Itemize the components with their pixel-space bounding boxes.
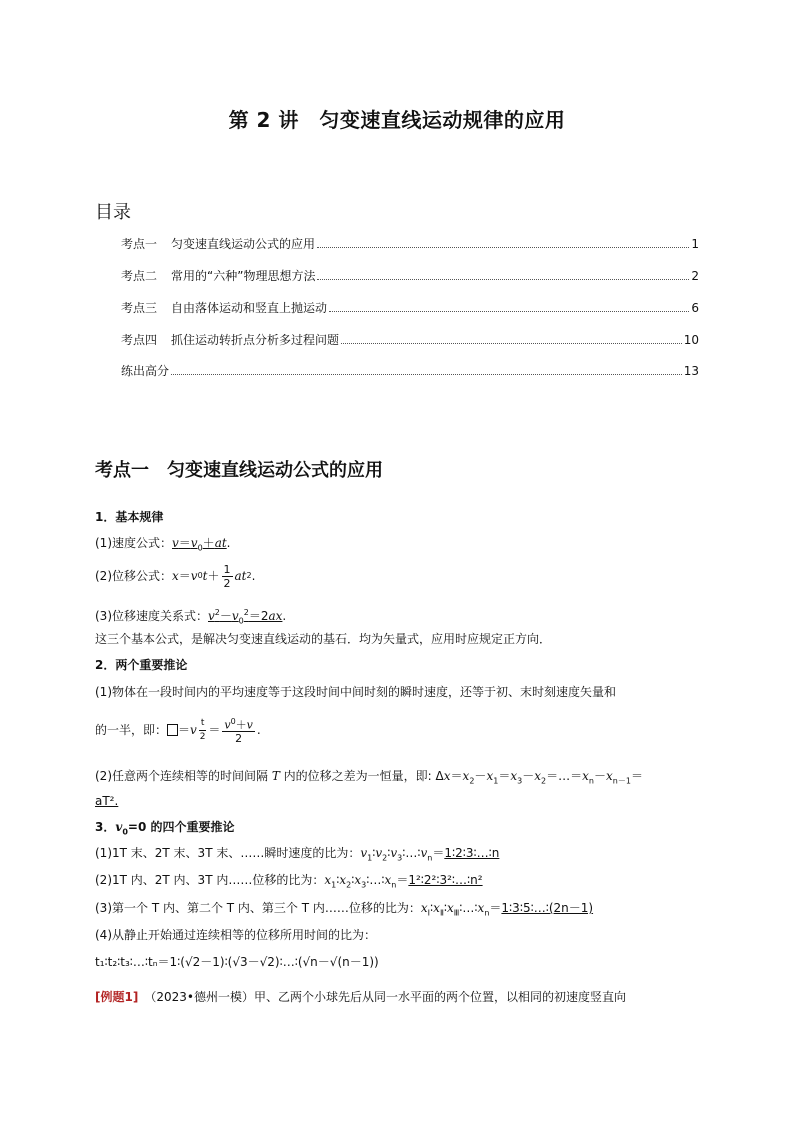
toc-item-num: 考点三 [121, 301, 158, 315]
toc-item-1[interactable] [121, 235, 699, 253]
toc-item-label: 匀变速直线运动公式的应用 [171, 237, 316, 251]
toc-item-3[interactable] [121, 299, 699, 317]
velocity-displacement-formula: (3)位移速度关系式：$v^2-v_0^2=2ax$. [95, 608, 287, 626]
basic-note: 这三个基本公式，是解决匀变速直线运动的基石．均为矢量式，应用时应规定正方向． [95, 632, 552, 646]
toc-item-label: 抓住运动转折点分析多过程问题 [171, 333, 340, 347]
v0-item-4: (4)从静止开始通过连续相等的位移所用时间的比为： [95, 928, 377, 942]
section-label: 匀变速直线运动公式的应用 [167, 460, 383, 481]
toc-heading: 目录 [95, 202, 131, 223]
v0-item-4-formula: t₁∶t₂∶t₃∶…∶tₙ＝1∶(√2－1)∶(√3－√2)∶…∶(√n－√(n－1)) [95, 955, 379, 969]
v0-item-3: (3)第一个 T 内、第二个 T 内、第三个 T 内……位移的比为：$x_Ⅰ∶x_Ⅱ∶x_Ⅲ∶\dots∶x_n=1∶3∶5∶\dots∶(2n-1)$ [95, 901, 594, 918]
v0-item-3-answer: 1∶3∶5∶…∶(2n－1) [501, 901, 594, 915]
section-num: 考点一 [95, 460, 149, 481]
toc-item-2[interactable] [121, 267, 699, 285]
displacement-formula: (2)位移公式： x ＝ v 0 t ＋ $\frac{1}{2}$ at 2 . [95, 562, 256, 590]
average-velocity-symbol [167, 724, 178, 736]
toc-leader [317, 246, 689, 248]
inference-2-line-a: (2)任意两个连续相等的时间间隔 T 内的位移之差为一恒量，即: $\Delta x=x_2-x_1=x_3-x_2=\dots=x_n-x_{n-1}=$ [95, 769, 643, 786]
toc-item-5[interactable] [121, 362, 699, 380]
page-title: 第 2 讲 匀变速直线运动规律的应用 [228, 108, 566, 132]
toc-leader [171, 373, 682, 375]
basic-heading: 1．基本规律 [95, 510, 164, 524]
v0-item-3-text: (3)第一个 T 内、第二个 T 内、第三个 T 内……位移的比为： [95, 901, 421, 915]
toc-leader [317, 278, 689, 280]
inference-2-text-b: 内的位移之差为一恒量，即: [283, 769, 432, 783]
v0-heading: 3．$v_0=0$ 的四个重要推论 [95, 820, 235, 837]
toc-item-page: 10 [683, 333, 699, 347]
v0-item-1: (1)1T 末、2T 末、3T 末、……瞬时速度的比为：$v_1∶v_2∶v_3∶\dots∶v_n=1∶2∶3∶\dots∶n$ [95, 846, 500, 863]
v0-item-2-text: (2)1T 内、2T 内、3T 内……位移的比为： [95, 873, 325, 887]
example-text: （2023•德州一模）甲、乙两个小球先后从同一水平面的两个位置，以相同的初速度竖直向 [150, 990, 626, 1004]
inference-heading: 2．两个重要推论 [95, 658, 188, 672]
velocity-label: (1)速度公式： [95, 536, 172, 550]
toc-item-page: 2 [691, 269, 699, 283]
displacement-label: (2)位移公式： [95, 569, 172, 583]
toc-leader [329, 310, 689, 312]
toc-leader [341, 342, 682, 344]
v0-item-2: (2)1T 内、2T 内、3T 内……位移的比为：$x_1∶x_2∶x_3∶\dots∶x_n=1^2∶2^2∶3^2∶\dots∶n^2$ [95, 873, 483, 890]
example-tag: [例题1] [95, 990, 139, 1004]
section-heading [95, 456, 383, 482]
toc-item-4[interactable] [121, 331, 699, 349]
v0-item-1-text: (1)1T 末、2T 末、3T 末、……瞬时速度的比为： [95, 846, 361, 860]
toc-item-page: 1 [691, 237, 699, 251]
inference-2-text-a: (2)任意两个连续相等的时间间隔 [95, 769, 268, 783]
toc-item-num: 考点一 [121, 237, 158, 251]
inference-2-line-b: aT². [95, 794, 119, 808]
example-1 [95, 988, 626, 1006]
toc-item-page: 6 [691, 301, 699, 315]
velocity-formula: (1)速度公式：$v=v_0+at$. [95, 536, 231, 553]
toc-item-page: 13 [683, 364, 699, 378]
inference-1-text: 的一半，即： [95, 723, 168, 737]
inference-1-line-b: 的一半，即： ＝ v $\frac{t}{2}$ ＝ $\frac{v^0+v}{2}$ . [95, 716, 261, 746]
v0-item-2-answer: 1²∶2²∶3²∶…∶n² [408, 873, 483, 887]
toc-item-num: 考点二 [121, 269, 158, 283]
toc-item-label: 自由落体运动和竖直上抛运动 [171, 301, 328, 315]
toc-item-label: 练出高分 [121, 364, 170, 378]
toc-item-num: 考点四 [121, 333, 158, 347]
v0-heading-text: =0 的四个重要推论 [127, 820, 235, 834]
inference-1-line-a: (1)物体在一段时间内的平均速度等于这段时间中间时刻的瞬时速度，还等于初、末时刻速度矢量和 [95, 685, 617, 699]
toc-item-label: 常用的“六种”物理思想方法 [171, 269, 316, 283]
vx-label: (3)位移速度关系式： [95, 609, 208, 623]
v0-item-1-answer: 1∶2∶3∶…∶n [444, 846, 500, 860]
